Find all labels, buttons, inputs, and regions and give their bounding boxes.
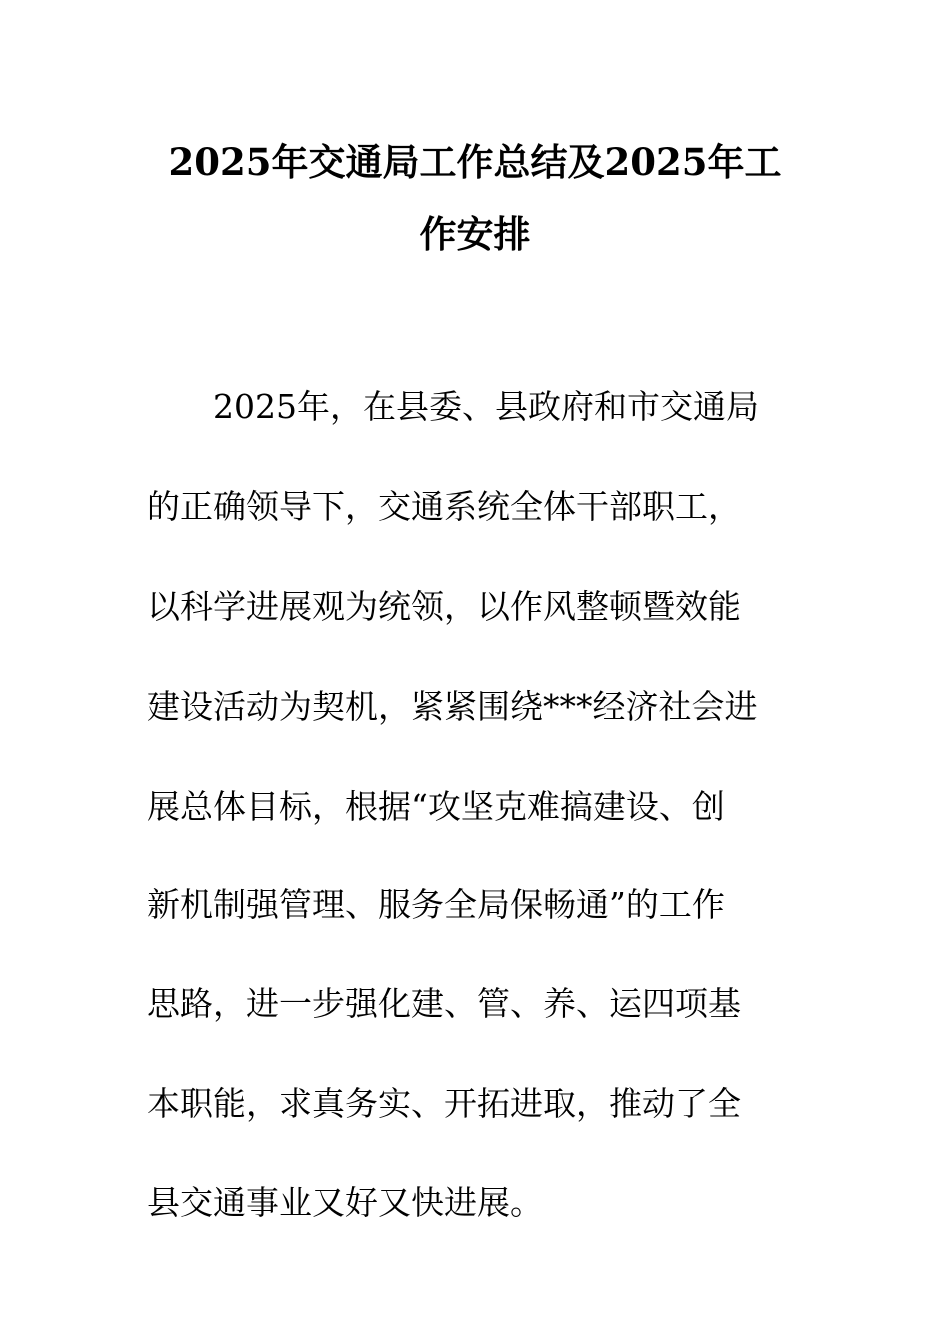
paragraph-line-5: 展总体目标，根据“攻坚克难搞建设、创 xyxy=(147,787,725,826)
paragraph-line-9: 县交通事业又好又快进展。 xyxy=(147,1183,543,1222)
paragraph-line-1: 2025年，在县委、县政府和市交通局 xyxy=(213,387,759,426)
paragraph-line-2: 的正确领导下，交通系统全体干部职工， xyxy=(147,487,741,526)
document-title-line-2: 作安排 xyxy=(419,212,531,256)
paragraph-line-7: 思路，进一步强化建、管、养、运四项基 xyxy=(147,984,741,1023)
document-title-line-1: 2025年交通局工作总结及2025年工 xyxy=(168,140,782,184)
paragraph-line-6: 新机制强管理、服务全局保畅通”的工作 xyxy=(147,885,725,924)
paragraph-line-8: 本职能，求真务实、开拓进取，推动了全 xyxy=(147,1084,741,1123)
paragraph-line-4: 建设活动为契机，紧紧围绕***经济社会进 xyxy=(147,687,758,726)
paragraph-line-3: 以科学进展观为统领，以作风整顿暨效能 xyxy=(147,587,741,626)
